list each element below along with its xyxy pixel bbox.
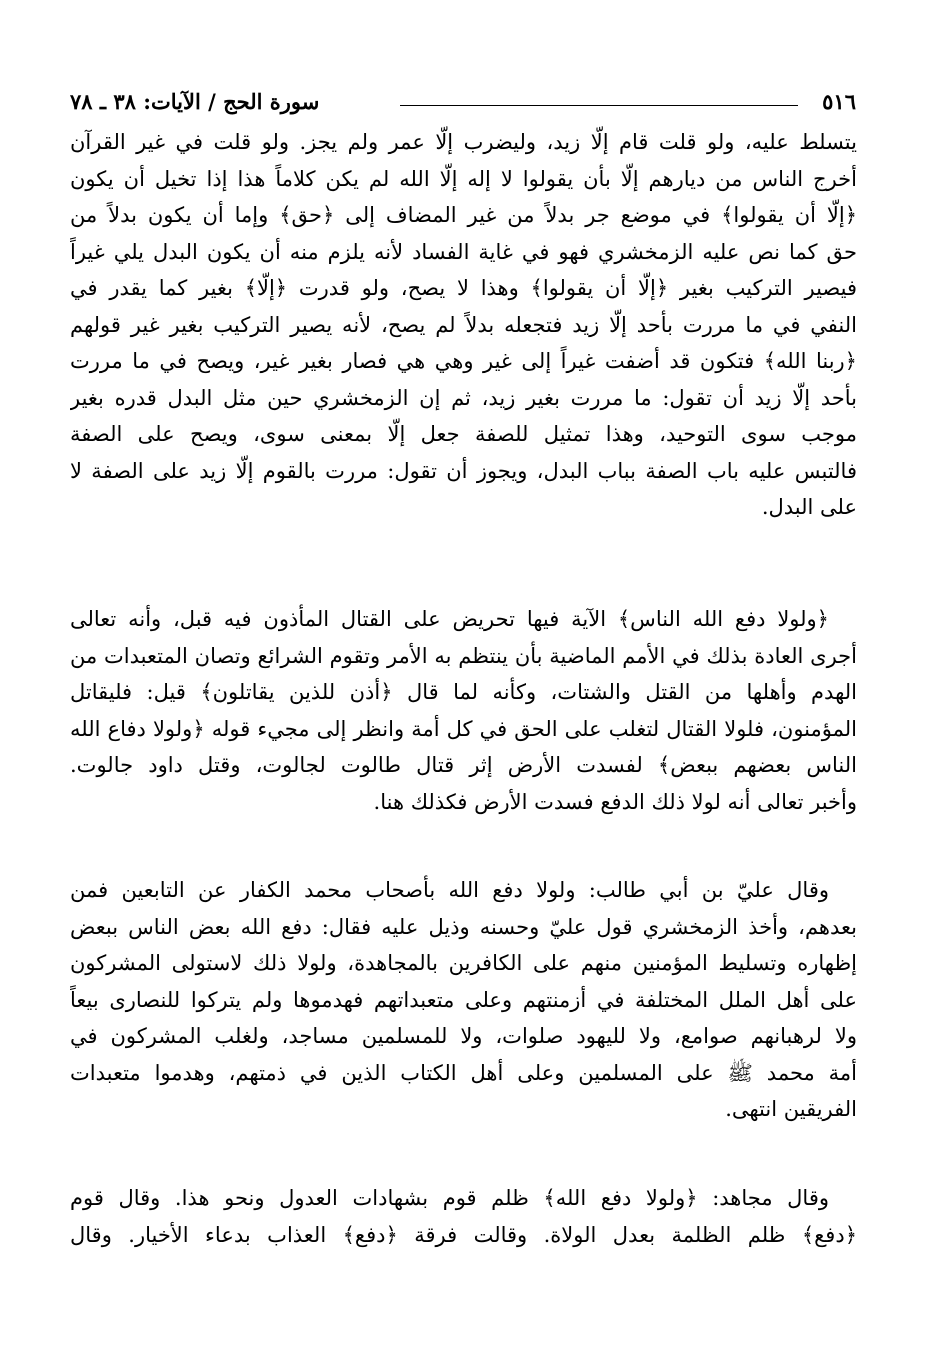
text-line: أخرج الناس من ديارهم إلّا بأن يقولوا لا إله إلّا الله لم يكن كلاماً هذا إذا تخيل أن يكون (70, 166, 857, 191)
paragraph-1 (70, 124, 857, 526)
text-line: أمة محمد ﷺ على المسلمين وعلى أهل الكتاب الذين في ذمتهم، وهدموا متعبدات (70, 1060, 857, 1085)
text-line: الفريقين انتهى. (725, 1097, 857, 1121)
text-line: موجب سوى التوحيد، وهذا تمثيل للصفة جعل إلّا بمعنى سوى، ويصح على الصفة (70, 422, 857, 446)
text-line: الهدم وأهلها من القتل والشتات، وكأنه لما قال ﴿أذن للذين يقاتلون﴾ قيل: فليقاتل (70, 680, 857, 704)
text-line: النفي في ما مررت بأحد إلّا زيد فتجعله بدلاً لم يصح، لأنه يصير التركيب بغير غير قولهم (70, 312, 857, 337)
text-line: على البدل. (761, 495, 857, 519)
text-line: فالتبس عليه باب الصفة بباب البدل، ويجوز أن تقول: مررت بالقوم إلّا زيد على الصفة لا (70, 458, 857, 483)
text-line: على أهل الملل المختلفة في أزمنتهم وعلى متعبداتهم فهدموها ولم يتركوا للنصارى بيعاً (70, 987, 857, 1012)
text-line: يتسلط عليه، ولو قلت قام إلّا زيد، وليضرب إلّا عمر ولم يجز. ولو قلت في غير القرآن (70, 130, 857, 154)
page-header (70, 86, 856, 118)
text-line: إظهاره وتسليط المؤمنين منهم على الكافرين بالمجاهدة، ولولا ذلك لاستولى المشركون (70, 951, 857, 975)
paragraph-2 (70, 601, 857, 820)
text-line: المؤمنون، فلولا القتال لتغلب على الحق في كل أمة وانظر إلى مجيء قوله ﴿ولولا دفاع الله (70, 716, 857, 741)
text-line: الناس بعضهم ببعض﴾ لفسدت الأرض إثر قتال طالوت لجالوت، وقتل داود جالوت. (70, 753, 857, 777)
running-title: سورة الحج / الآيات: ٣٨ ـ ٧٨ (70, 89, 320, 114)
page-number: ٥١٦ (822, 89, 856, 114)
text-line: أجرى العادة بذلك في الأمم الماضية بأن ينتظم به الأمر وتقوم الشرائع وتصان المتعبدات من (70, 643, 857, 668)
text-line: بأحد إلّا زيد أن تقول: ما مررت بغير زيد، ثم إن الزمخشري حين مثل البدل قدره بغير (70, 385, 857, 410)
paragraph-3 (70, 872, 857, 1128)
header-rule (400, 105, 798, 106)
text-line: ﴿إلّا أن يقولوا﴾ في موضع جر بدلاً من غير المضاف إلى ﴿حق﴾ وإما أن يكون بدلاً من (70, 203, 857, 227)
text-line: ﴿ولولا دفع الله الناس﴾ الآية فيها تحريض على القتال المأذون فيه قبل، وأنه تعالى (70, 607, 829, 631)
text-line: ﴿دفع﴾ ظلم الظلمة بعدل الولاة. وقالت فرقة ﴿دفع﴾ العذاب بدعاء الأخيار. وقال (70, 1222, 857, 1247)
text-line: وقال عليّ بن أبي طالب: ولولا دفع الله بأصحاب محمد الكفار عن التابعين فمن (70, 878, 829, 902)
text-line: حق كما نص عليه الزمخشري فهو في غاية الفساد لأنه يلزم منه أن يكون البدل يلي غيراً (70, 239, 857, 264)
text-line: وأخبر تعالى أنه لولا ذلك الدفع فسدت الأرض فكذلك هنا. (373, 789, 857, 814)
text-line: ﴿ربنا الله﴾ فتكون قد أضفت غيراً إلى غير وهي هي فصار بغير غير، ويصح في ما مررت (70, 349, 857, 373)
text-line: ولا لرهبانهم صوامع، ولا لليهود صلوات، ولا للمسلمين مساجد، ولغلب المشركون في (70, 1024, 857, 1048)
paragraph-4 (70, 1180, 857, 1253)
text-line: وقال مجاهد: ﴿ولولا دفع الله﴾ ظلم قوم بشهادات العدول ونحو هذا. وقال قوم (70, 1186, 829, 1210)
text-line: بعدهم، وأخذ الزمخشري قول عليّ وحسنه وذيل عليه فقال: دفع الله بعض الناس ببعض (70, 914, 857, 939)
text-line: فيصير التركيب بغير ﴿إلّا أن يقولوا﴾ وهذا لا يصح، ولو قدرت ﴿إلّا﴾ بغير كما يقدر في (70, 276, 857, 300)
